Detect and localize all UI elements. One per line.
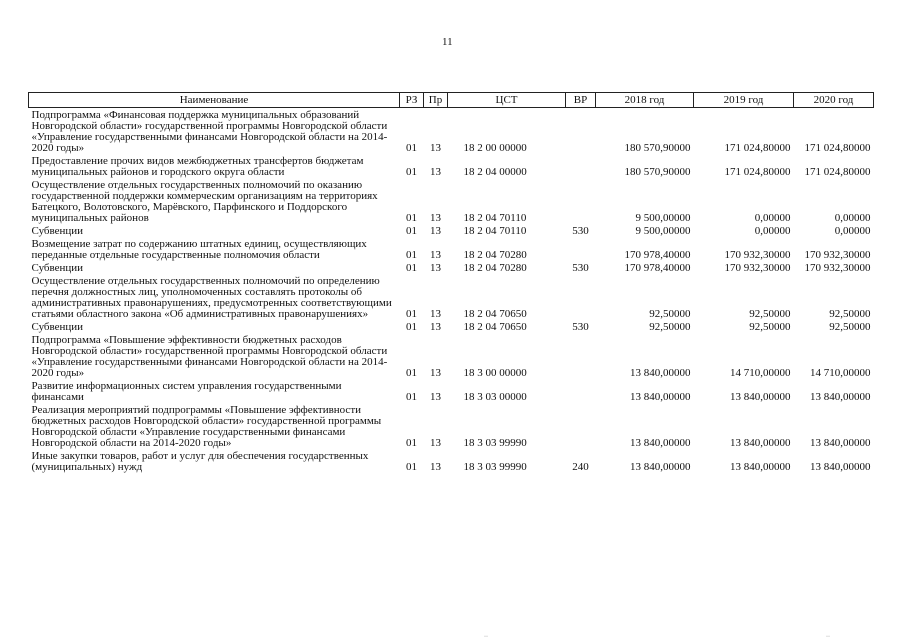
- cell-pr: 13: [430, 249, 441, 261]
- cell-2019: 0,00000: [754, 225, 791, 237]
- cell-2019: 13 840,00000: [730, 437, 791, 449]
- cell-2020: 14 710,00000: [810, 367, 871, 379]
- cell-2020: 13 840,00000: [810, 391, 871, 403]
- cell-cst: 18 2 04 70280: [463, 262, 527, 274]
- table-row: [29, 333, 874, 379]
- cell-2020: 92,50000: [829, 321, 871, 333]
- cell-2019: 0,00000: [754, 212, 791, 224]
- cell-pr: 13: [430, 212, 441, 224]
- cell-vr: [566, 108, 596, 155]
- cell-2019: 171 024,80000: [724, 166, 791, 178]
- cell-pr: 13: [430, 321, 441, 333]
- header-2019: 2019 год: [694, 93, 794, 108]
- cell-2019: 14 710,00000: [730, 367, 791, 379]
- cell-rz: 01: [406, 249, 417, 261]
- cell-pr: 13: [430, 308, 441, 320]
- cell-2020: 13 840,00000: [810, 461, 871, 473]
- cell-name: Осуществление отдельных государственных полномочий по определению перечня должностных лиц, уполномоченных составлять протоколы об административных правонарушениях, предусмотренных соответствующими статьями областного закона «Об административных правонарушениях»: [31, 275, 392, 320]
- cell-rz: 01: [406, 142, 417, 154]
- cell-pr: 13: [430, 225, 441, 237]
- cell-cst: 18 2 04 70110: [463, 212, 527, 224]
- table-row: [29, 320, 874, 333]
- cell-vr: [566, 333, 596, 379]
- cell-name: Субвенции: [31, 262, 84, 274]
- table-row: [29, 261, 874, 274]
- cell-rz: 01: [406, 166, 417, 178]
- cell-2018: 180 570,90000: [624, 166, 691, 178]
- cell-name: Возмещение затрат по содержанию штатных единиц, осуществляющих переданные отдельные государственные полномочия области: [31, 238, 367, 261]
- cell-2019: 170 932,30000: [724, 249, 791, 261]
- cell-2018: 9 500,00000: [635, 212, 691, 224]
- cell-name: Подпрограмма «Повышение эффективности бюджетных расходов Новгородской области» государственной программы Новгородской области «Управление государственными финансами Новгородской области на 2014-2020 годы»: [31, 334, 388, 379]
- cell-name: Субвенции: [31, 225, 84, 237]
- cell-rz: 01: [406, 321, 417, 333]
- cell-vr: [566, 379, 596, 403]
- cell-cst: 18 2 04 70280: [463, 249, 527, 261]
- cell-2019: 170 932,30000: [724, 262, 791, 274]
- table-row: [29, 403, 874, 449]
- cell-pr: 13: [430, 166, 441, 178]
- cell-pr: 13: [430, 437, 441, 449]
- cell-name: Реализация мероприятий подпрограммы «Повышение эффективности бюджетных расходов Новгородской области» государственной программы Новгородской области «Управление государственными финансами Новгородской области на 2014-2020 годы»: [31, 404, 382, 449]
- cell-rz: 01: [406, 212, 417, 224]
- cell-2020: 171 024,80000: [804, 166, 871, 178]
- cell-pr: 13: [430, 461, 441, 473]
- table-row: [29, 379, 874, 403]
- cell-cst: 18 2 04 70650: [463, 321, 527, 333]
- cell-2020: 13 840,00000: [810, 437, 871, 449]
- cell-2018: 13 840,00000: [630, 367, 691, 379]
- header-vr: ВР: [566, 93, 596, 108]
- cell-2019: 171 024,80000: [724, 142, 791, 154]
- cell-vr: 530: [572, 321, 589, 333]
- cell-pr: 13: [430, 367, 441, 379]
- table-row: [29, 108, 874, 155]
- header-2020: 2020 год: [794, 93, 874, 108]
- cell-cst: 18 2 04 70110: [463, 225, 527, 237]
- cell-cst: 18 2 04 00000: [463, 166, 527, 178]
- cell-cst: 18 3 00 00000: [463, 367, 527, 379]
- cell-vr: 530: [572, 262, 589, 274]
- table-body: [29, 108, 874, 474]
- cell-2019: 13 840,00000: [730, 391, 791, 403]
- cell-rz: 01: [406, 225, 417, 237]
- cell-name: Подпрограмма «Финансовая поддержка муниципальных образований Новгородской области» государственной программы Новгородской области «Управление государственными финансами Новгородской области на 2014-2020 годы»: [31, 109, 388, 154]
- page-number: 11: [442, 36, 453, 48]
- cell-cst: 18 3 03 99990: [463, 437, 527, 449]
- cell-pr: 13: [430, 262, 441, 274]
- header-pr: Пр: [424, 93, 448, 108]
- cell-name: Осуществление отдельных государственных полномочий по оказанию государственной поддержки коммерческим организациям на территориях Батецкого, Волотовского, Марёвского, Парфинского и Поддорского муниципальных районов: [31, 179, 378, 224]
- cell-cst: 18 2 04 70650: [463, 308, 527, 320]
- table-row: [29, 224, 874, 237]
- header-cst: ЦСТ: [448, 93, 566, 108]
- cell-2018: 13 840,00000: [630, 437, 691, 449]
- scan-artifact: ··: [484, 634, 488, 640]
- cell-name: Предоставление прочих видов межбюджетных трансфертов бюджетам муниципальных районов и городского округа области: [31, 155, 364, 178]
- cell-vr: 530: [572, 225, 589, 237]
- cell-2020: 92,50000: [829, 308, 871, 320]
- cell-2020: 170 932,30000: [804, 249, 871, 261]
- cell-2019: 92,50000: [749, 308, 791, 320]
- cell-name: Развитие информационных систем управления государственными финансами: [31, 380, 342, 403]
- scan-artifact: ··: [826, 634, 830, 640]
- cell-cst: 18 2 00 00000: [463, 142, 527, 154]
- cell-vr: [566, 154, 596, 178]
- cell-2018: 92,50000: [649, 308, 691, 320]
- cell-rz: 01: [406, 437, 417, 449]
- table-row: [29, 449, 874, 473]
- header-rz: РЗ: [400, 93, 424, 108]
- table-row: [29, 178, 874, 224]
- cell-name: Субвенции: [31, 321, 84, 333]
- cell-2018: 92,50000: [649, 321, 691, 333]
- cell-rz: 01: [406, 391, 417, 403]
- cell-2018: 9 500,00000: [635, 225, 691, 237]
- cell-2018: 170 978,40000: [624, 249, 691, 261]
- cell-pr: 13: [430, 391, 441, 403]
- cell-2018: 13 840,00000: [630, 391, 691, 403]
- cell-2018: 13 840,00000: [630, 461, 691, 473]
- cell-rz: 01: [406, 308, 417, 320]
- cell-vr: [566, 237, 596, 261]
- cell-pr: 13: [430, 142, 441, 154]
- cell-rz: 01: [406, 367, 417, 379]
- cell-vr: [566, 274, 596, 320]
- cell-2020: 0,00000: [834, 212, 871, 224]
- cell-cst: 18 3 03 99990: [463, 461, 527, 473]
- cell-2018: 170 978,40000: [624, 262, 691, 274]
- cell-2019: 13 840,00000: [730, 461, 791, 473]
- header-name: Наименование: [29, 93, 400, 108]
- cell-vr: [566, 403, 596, 449]
- cell-name: Иные закупки товаров, работ и услуг для обеспечения государственных (муниципальных) нужд: [31, 450, 369, 473]
- cell-2020: 171 024,80000: [804, 142, 871, 154]
- header-2018: 2018 год: [596, 93, 694, 108]
- cell-vr: [566, 178, 596, 224]
- cell-2019: 92,50000: [749, 321, 791, 333]
- cell-cst: 18 3 03 00000: [463, 391, 527, 403]
- table-row: [29, 154, 874, 178]
- table-row: [29, 237, 874, 261]
- cell-2018: 180 570,90000: [624, 142, 691, 154]
- table-header-row: [29, 93, 874, 108]
- cell-2020: 0,00000: [834, 225, 871, 237]
- cell-rz: 01: [406, 262, 417, 274]
- cell-rz: 01: [406, 461, 417, 473]
- cell-vr: 240: [572, 461, 589, 473]
- table-row: [29, 274, 874, 320]
- budget-table: [28, 92, 874, 473]
- cell-2020: 170 932,30000: [804, 262, 871, 274]
